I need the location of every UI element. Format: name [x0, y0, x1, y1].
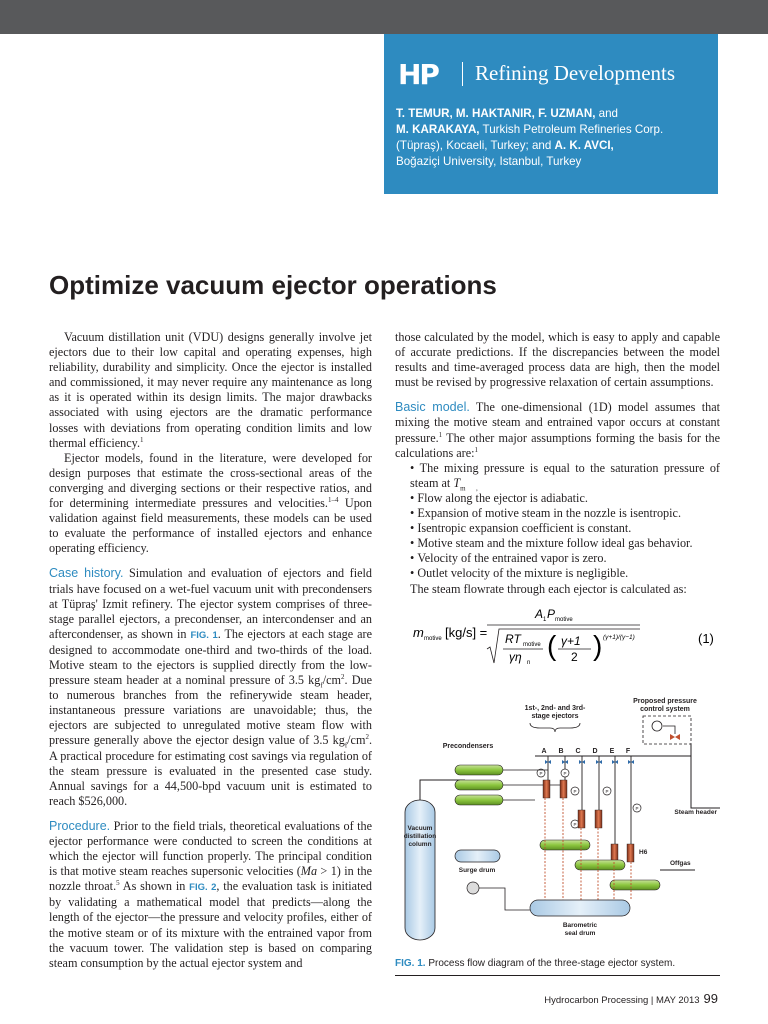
h6-label: H6 [639, 849, 648, 856]
pump-icon [467, 882, 479, 894]
list-item: • Outlet velocity of the mixture is negligible. [410, 566, 720, 581]
author-block [396, 106, 712, 170]
paragraph: Ejector models, found in the literature, were developed for design purposes that estimate the cross-sectional areas of the converging and diverging sections or their respective ratios, and for determining intermediate pressures and velocities.$^{1-4}$ Upon validation against field measurements, these models can be used to evaluate the performance of installed ejectors and enhance operating efficiency. [49, 450, 372, 556]
section-title: Refining Developments [475, 61, 676, 85]
barometric-label [563, 922, 598, 937]
list-item: • Motive steam and the mixture follow ideal gas behavior. [410, 536, 720, 551]
stage-brace [530, 723, 580, 732]
eq-num-sub2: motive [555, 617, 573, 623]
precondenser-3 [455, 795, 503, 805]
eq-rt-sub: motive [523, 642, 541, 648]
precondenser-2 [455, 780, 503, 790]
svg-text:stage ejectors: stage ejectors [531, 713, 579, 720]
svg-text:C: C [575, 748, 581, 755]
equation-graphic [395, 605, 720, 667]
control-label [633, 698, 697, 713]
caption-text: Process flow diagram of the three-stage ejector system. [425, 958, 676, 969]
svg-text:P: P [573, 822, 577, 827]
paragraph: Vacuum distillation unit (VDU) designs generally involve jet ejectors due to their low capital and operating expenses, high reliability, durability and simplicity. Once the ejector is installed and commissioned, it may never require any maintenance as long as it is operated within its design limits. The major drawbacks associated with using ejectors are the dramatic performance losses with deviations from operating condition limits and low thermal efficiency.$^1$ [49, 330, 372, 450]
page-number: 99 [703, 991, 718, 1006]
subheading-case-history: Case history. [49, 566, 124, 581]
svg-text:seal drum: seal drum [564, 930, 596, 937]
svg-text:E: E [609, 748, 615, 755]
barometric-seal-drum [530, 900, 630, 916]
svg-text:Proposed pressure: Proposed pressure [633, 698, 697, 705]
author-names-1: T. TEMUR, M. HAKTANIR, F. UZMAN, [396, 107, 596, 120]
eq-num-a: A [535, 607, 544, 621]
steam-header-line [691, 756, 720, 808]
list-item: • Velocity of the entrained vapor is zero. [410, 551, 720, 566]
caption-rule [395, 975, 720, 976]
svg-text:B: B [558, 748, 564, 755]
vacuum-column [405, 800, 435, 940]
surge-drum [455, 850, 500, 862]
ejector-2a [578, 810, 585, 828]
aftercondenser-2 [610, 880, 660, 890]
caption-label: FIG. 1. [395, 958, 426, 969]
hp-logo: HP [398, 58, 438, 91]
fig2-reference[interactable]: FIG. 2 [189, 882, 217, 894]
precondenser-1 [455, 765, 503, 775]
top-bar [0, 0, 768, 34]
controller-signal-line [663, 726, 675, 734]
control-system-box [643, 716, 691, 744]
header-box [384, 34, 718, 194]
eq-frac-top: γ+1 [561, 634, 581, 648]
line-letters [541, 748, 630, 755]
gauge-letters [539, 771, 638, 827]
pressure-controller-icon [652, 721, 662, 731]
header-separator [462, 62, 463, 86]
steam-header-label: Steam header [674, 809, 717, 816]
author-text-1: and [595, 107, 619, 120]
list-item: • Isentropic expansion coefficient is constant. [410, 521, 720, 536]
svg-text:F: F [625, 748, 631, 755]
ejector-3b [627, 844, 634, 862]
steam-valves [545, 760, 634, 764]
author-names-2: M. KARAKAYA, [396, 123, 480, 136]
svg-text:1st-, 2nd- and 3rd-: 1st-, 2nd- and 3rd- [524, 705, 586, 712]
precondensers-label: Precondensers [442, 743, 494, 750]
pump-discharge-line [479, 888, 535, 910]
svg-text:P: P [605, 789, 609, 794]
eq-paren-left: ( [547, 630, 557, 661]
svg-text:A: A [541, 748, 547, 755]
list-item: • Expansion of motive steam in the nozzle is isentropic. [410, 506, 720, 521]
intercondenser [540, 840, 590, 850]
svg-text:Vacuum: Vacuum [407, 825, 433, 832]
eq-frac-bot: 2 [571, 650, 578, 664]
author-affiliation-2: Boğaziçi University, Istanbul, Turkey [396, 155, 582, 168]
svg-text:distillation: distillation [403, 833, 437, 840]
author-names-3: A. K. AVCI, [554, 139, 614, 152]
column-label [404, 825, 437, 848]
eq-number: (1) [698, 631, 714, 646]
ejector-1a [543, 780, 550, 798]
article-title: Optimize vacuum ejector operations [49, 270, 497, 300]
eq-lhs-sub: motive [424, 636, 442, 642]
eq-lhs: m [413, 625, 424, 640]
journal-info: Hydrocarbon Processing | MAY 2013 [544, 995, 700, 1006]
eq-gamma-eta: γη [509, 650, 522, 664]
steam-drops [548, 756, 631, 844]
eq-num-sub1: 1 [543, 617, 547, 623]
eq-rt: RT [505, 632, 521, 646]
list-item: • The mixing pressure is equal to the saturation pressure of steam at $T_{m ,}$ [410, 461, 720, 491]
list-item: • Flow along the ejector is adiabatic. [410, 491, 720, 506]
control-valve-icon [670, 734, 680, 740]
eq-units: [kg/s] = [445, 625, 488, 640]
paragraph: The steam flowrate through each ejector is calculated as: [410, 581, 687, 596]
equation-1 [395, 605, 720, 667]
offgas-label: Offgas [670, 860, 691, 867]
right-column [395, 330, 720, 597]
svg-text:column: column [408, 841, 432, 848]
aftercondenser-1 [575, 860, 625, 870]
paragraph: those calculated by the model, which is easy to apply and capable of accurate predictions. If the discrepancies between the model results and time-averaged process data are high, then the model must be revised by progressive relaxation of certain assumptions. [395, 330, 720, 390]
subheading-basic-model: Basic model. [395, 400, 470, 415]
svg-text:P: P [563, 771, 567, 776]
svg-text:P: P [635, 806, 639, 811]
figure-caption [395, 958, 720, 969]
basic-model-paragraph: Basic model. The one-dimensional (1D) model assumes that mixing the motive steam and entrained vapor occurs at constant pressure.$^1$ The other major assumptions forming the basis for the calculations are:$^1$ [395, 400, 720, 460]
page-footer [500, 990, 718, 1008]
author-affiliation-1: Turkish Petroleum Refineries Corp. (Tüpraş), Kocaeli, Turkey; and [396, 123, 664, 152]
assumption-list [395, 461, 720, 582]
eq-paren-right: ) [593, 630, 603, 661]
pressure-gauges [537, 769, 641, 828]
ejector-2b [595, 810, 602, 828]
svg-text:P: P [539, 771, 543, 776]
left-column [49, 330, 372, 971]
svg-text:P: P [573, 789, 577, 794]
figure-1 [395, 690, 720, 958]
ejector-1b [560, 780, 567, 798]
subheading-procedure: Procedure. [49, 818, 111, 833]
case-history-paragraph: Case history. Simulation and evaluation of ejectors and field trials have focused on a wet-fuel vacuum unit with precondensers at Tüpraş' Izmit refinery. The ejector system comprises of three-stage parallel ejectors, a precondenser, an intercondenser and an aftercondenser, as shown in FIG. 1. The ejectors at each stage are designed to accommodate one-third and two-thirds of the load. Motive steam to the ejectors is supplied directly from the low-pressure steam header at a nominal pressure of 3.5 $kg_f/cm^2$. Due to numerous branches from the refinerywide steam header, instantaneous pressure variations are unavoidable; thus, the ejectors are subjected to unregulated motive steam flow with pressure generally above the ejector design value of 3.5 $kg_f/cm^2$. A practical procedure for estimating cost savings via regulation of the steam pressure is evaluated in the presented case study. Annual savings for a 44,500-bpd vacuum unit is estimated to reach $526,000. [49, 566, 373, 808]
process-flow-diagram [395, 690, 720, 958]
eq-num-p: P [547, 607, 556, 621]
surge-drum-label: Surge drum [458, 867, 496, 874]
condenser-outlet-lines [503, 770, 565, 800]
eq-gamma-eta-sub: n [527, 660, 531, 666]
svg-text:D: D [592, 748, 598, 755]
ejector-3a [611, 844, 618, 862]
eq-exponent: (γ+1)/(γ−1) [603, 634, 635, 641]
stage-ejectors-label [525, 705, 586, 720]
svg-text:Barometric: Barometric [562, 922, 598, 929]
fig1-reference[interactable]: FIG. 1 [190, 629, 218, 641]
svg-text:control system: control system [640, 706, 690, 713]
procedure-paragraph: Procedure. Prior to the field trials, theoretical evaluations of the ejector performance were conducted to screen the conditions at which the ejector will function properly. The principal condition is that motive steam reaches supersonic velocities (Ma > 1) in the nozzle throat.$^5$ As shown in FIG. 2, the evaluation task is initiated by validating a mathematical model that predicts—along the length of the ejector—the pressure and velocity profiles, either of the motive steam or of its mixture with the entrained vapor from the vacuum tower. The validation step is based on comparing steam consumption by the actual ejector system and [49, 818, 372, 970]
